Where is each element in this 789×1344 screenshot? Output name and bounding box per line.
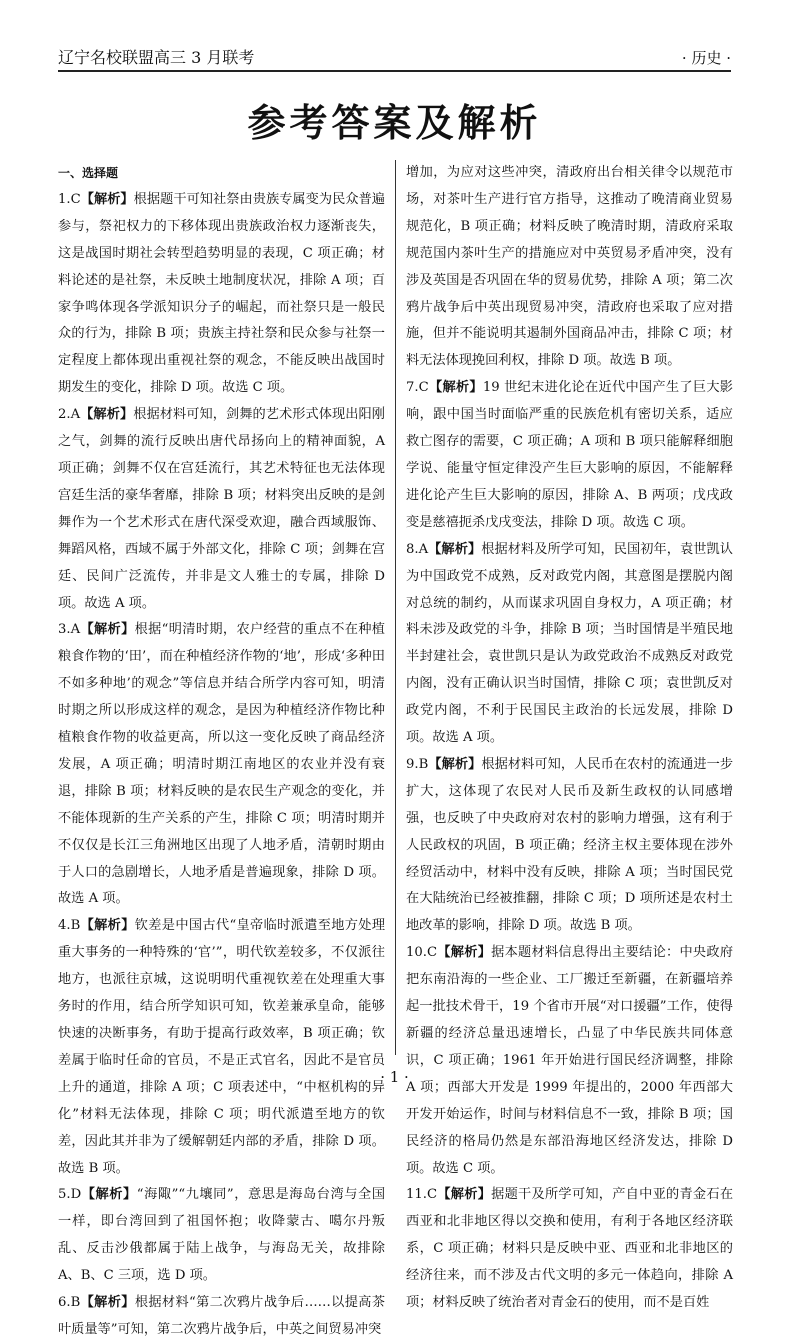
analysis-tag: 【解析】 [428, 756, 482, 772]
page-header [58, 38, 731, 72]
answer-number: 1.C [58, 191, 81, 207]
page-title: 参考答案及解析 [247, 101, 542, 145]
analysis-tag: 【解析】 [81, 1187, 137, 1203]
answer-number: 11.C [406, 1187, 438, 1203]
answer-columns [58, 160, 734, 1337]
answer-item [406, 752, 733, 940]
exam-name: 辽宁名校联盟高三 3 月联考 [58, 48, 255, 67]
answer-item [406, 940, 733, 1182]
answer-number: 4.B [58, 918, 81, 934]
answer-item [406, 375, 733, 536]
answer-number: 8.A [406, 541, 429, 557]
answer-item [58, 913, 385, 1182]
answer-text: 增加，为应对这些冲突，清政府出台相关律令以规范市场，对茶叶生产进行官方指导，这推动了晚清商业贸易规范化，B 项正确；材料反映了晚清时期，清政府采取规范国内茶叶生产的措施应对中英贸易矛盾冲突，没有涉及英国是否巩固在华的贸易优势，排除 A 项；第二次鸦片战争后中英出现贸易冲突，清政府也采取了应对措施，但并不能说明其遏制外国商品冲击，排除 C 项；材料无法体现挽回利权，排除 D 项。故选 B 项。 [406, 165, 733, 369]
page-number: · 1 · [380, 1068, 409, 1086]
answer-item [406, 160, 733, 375]
answer-number: 10.C [406, 945, 438, 961]
answer-item [58, 402, 385, 617]
answer-text: 根据材料“第二次鸦片战争后……以提高茶叶质量等”可知，第二次鸦片战争后，中英之间贸易冲突 [58, 1295, 386, 1337]
answer-item [58, 1182, 385, 1290]
answer-item [406, 537, 733, 752]
analysis-tag: 【解析】 [80, 622, 135, 638]
answer-text: 根据题干可知社祭由贵族专属变为民众普遍参与，祭祀权力的下移体现出贵族政治权力逐渐丧失，这是战国时期社会转型趋势明显的表现，C 项正确；材料论述的是社祭，未反映土地制度状况，排除 A 项；百家争鸣体现各学派知识分子的崛起，而社祭只是一般民众的行为，排除 B 项；贵族主持社祭和民众参与社祭一定程度上都体现出重视社祭的观念，不能反映出战国时期发生的变化，排除 D 项。故选 C 项。 [58, 191, 385, 396]
subject-label: · 历史 · [681, 49, 731, 67]
answer-number: 2.A [58, 407, 81, 423]
answer-item [58, 187, 385, 402]
answer-text: 根据材料可知，人民币在农村的流通进一步扩大，这体现了农民对人民币及新生政权的认同感增强，也反映了中央政府对农村的影响力增强，这有利于人民政权的巩固，B 项正确；经济主权主要体现在涉外经贸活动中，材料中没有反映，排除 A 项；当时国民党在大陆统治已经被推翻，排除 C 项；D 项所述是农村土地改革的影响，排除 D 项。故选 B 项。 [406, 756, 734, 934]
answer-number: 9.B [406, 756, 429, 772]
right-column [395, 160, 734, 1311]
answer-text: 根据材料及所学可知，民国初年，袁世凯认为中国政党不成熟，反对政党内阁，其意图是摆脱内阁对总统的制约，从而谋求巩固自身权力，A 项正确；材料未涉及政党的斗争，排除 B 项；当时国情是半殖民地半封建社会，袁世凯只是认为政党政治不成熟反对政党内阁，没有正确认识当时国情，排除 C 项；袁世凯反对政党内阁，不利于民国民主政治的长远发展，排除 D 项。故选 A 项。 [406, 541, 733, 746]
analysis-tag: 【解析】 [80, 407, 134, 423]
answer-number: 7.C [406, 380, 429, 396]
answer-item [58, 617, 385, 913]
answer-item [58, 1290, 385, 1344]
answer-text: 根据“明清时期，农户经营的重点不在种植粮食作物的‘田’，而在种植经济作物的‘地’，形成‘多种田不如多种地’的观念”等信息并结合所学内容可知，明清时期之所以形成这样的观念，是因为种植经济作物比种植粮食作物的收益更高，所以这一变化反映了商品经济发展，A 项正确；明清时期江南地区的农业并没有衰退，排除 B 项；材料反映的是农民生产观念的变化，并不能体现新的生产关系的产生，排除 C 项；明清时期并不仅仅是长江三角洲地区出现了人地矛盾，清朝时期由于人口的急剧增长，人地矛盾是普遍现象，排除 D 项。故选 A 项。 [58, 622, 385, 907]
analysis-tag: 【解析】 [80, 191, 134, 207]
left-column [58, 160, 395, 1337]
analysis-tag: 【解析】 [428, 380, 483, 396]
answer-item [406, 1182, 733, 1317]
answer-number: 5.D [58, 1187, 82, 1203]
analysis-tag: 【解析】 [437, 945, 492, 961]
answer-number: 3.A [58, 622, 81, 638]
section-heading: 一、选择题 [58, 166, 119, 180]
analysis-tag: 【解析】 [428, 541, 482, 557]
answer-text: 钦差是中国古代“皇帝临时派遣至地方处理重大事务的一种特殊的‘官’”，明代钦差较多，不仅派往地方，也派往京城，这说明明代重视钦差在处理重大事务时的作用，结合所学知识可知，钦差兼承皇命，能够快速的决断事务，有助于提高行政效率，B 项正确；钦差属于临时任命的官员，不是正式官名，因此不是官员上升的通道，排除 A 项；C 项表述中，“中枢机构的异化”材料无法体现，排除 C 项；明代派遣至地方的钦差，因此其并非为了缓解朝廷内部的矛盾，排除 D 项。故选 B 项。 [58, 918, 386, 1176]
answer-text: 据本题材料信息得出主要结论：中央政府把东南沿海的一些企业、工厂搬迁至新疆，在新疆培养起一批技术骨干，19 个省市开展“对口援疆”工作，使得新疆的经济总量迅速增长，凸显了中华民族共同体意识，C 项正确；1961 年开始进行国民经济调整，排除 A 项；西部大开发是 1999 年提出的，2000 年西部大开发开始运作，时间与材料信息不一致，排除 B 项；国民经济的格局仍然是东部沿海地区经济发达，排除 D 项。故选 C 项。 [406, 945, 734, 1176]
analysis-tag: 【解析】 [80, 1295, 135, 1311]
answer-text: 19 世纪末进化论在近代中国产生了巨大影响，跟中国当时面临严重的民族危机有密切关系，适应救亡图存的需要，C 项正确；A 项和 B 项只能解释细胞学说、能量守恒定律没产生巨大影响的原因，不能解释进化论产生巨大影响的原因，排除 A、B 两项；戊戌政变是慈禧扼杀戊戌变法，排除 D 项。故选 C 项。 [406, 380, 733, 530]
analysis-tag: 【解析】 [437, 1187, 492, 1203]
answer-text: 根据材料可知，剑舞的艺术形式体现出阳刚之气，剑舞的流行反映出唐代昂扬向上的精神面貌，A 项正确；剑舞不仅在宫廷流行，其艺术特征也无法体现宫廷生活的豪华奢靡，排除 B 项；材料突出反映的是剑舞作为一个艺术形式在唐代深受欢迎，融合西域服饰、舞蹈风格，西域不属于外部文化，排除 C 项；剑舞在宫廷、民间广泛流传，并非是文人雅士的专属，排除 D 项。故选 A 项。 [58, 407, 385, 611]
analysis-tag: 【解析】 [80, 918, 135, 934]
answer-text: 据题干及所学可知，产自中亚的青金石在西亚和北非地区得以交换和使用，有利于各地区经济联系，C 项正确；材料只是反映中亚、西亚和北非地区的经济往来，而不涉及古代文明的多元一体趋向，排除 A 项；材料反映了统治者对青金石的使用，而不是百姓 [406, 1187, 734, 1311]
answer-number: 6.B [58, 1295, 81, 1311]
answer-text: “海陬”“九壤同”，意思是海岛台湾与全国一样，即台湾回到了祖国怀抱；收降蒙古、噶尔丹叛乱、反击沙俄都属于陆上战争，与海岛无关，故排除 A、B、C 三项，选 D 项。 [58, 1187, 386, 1284]
